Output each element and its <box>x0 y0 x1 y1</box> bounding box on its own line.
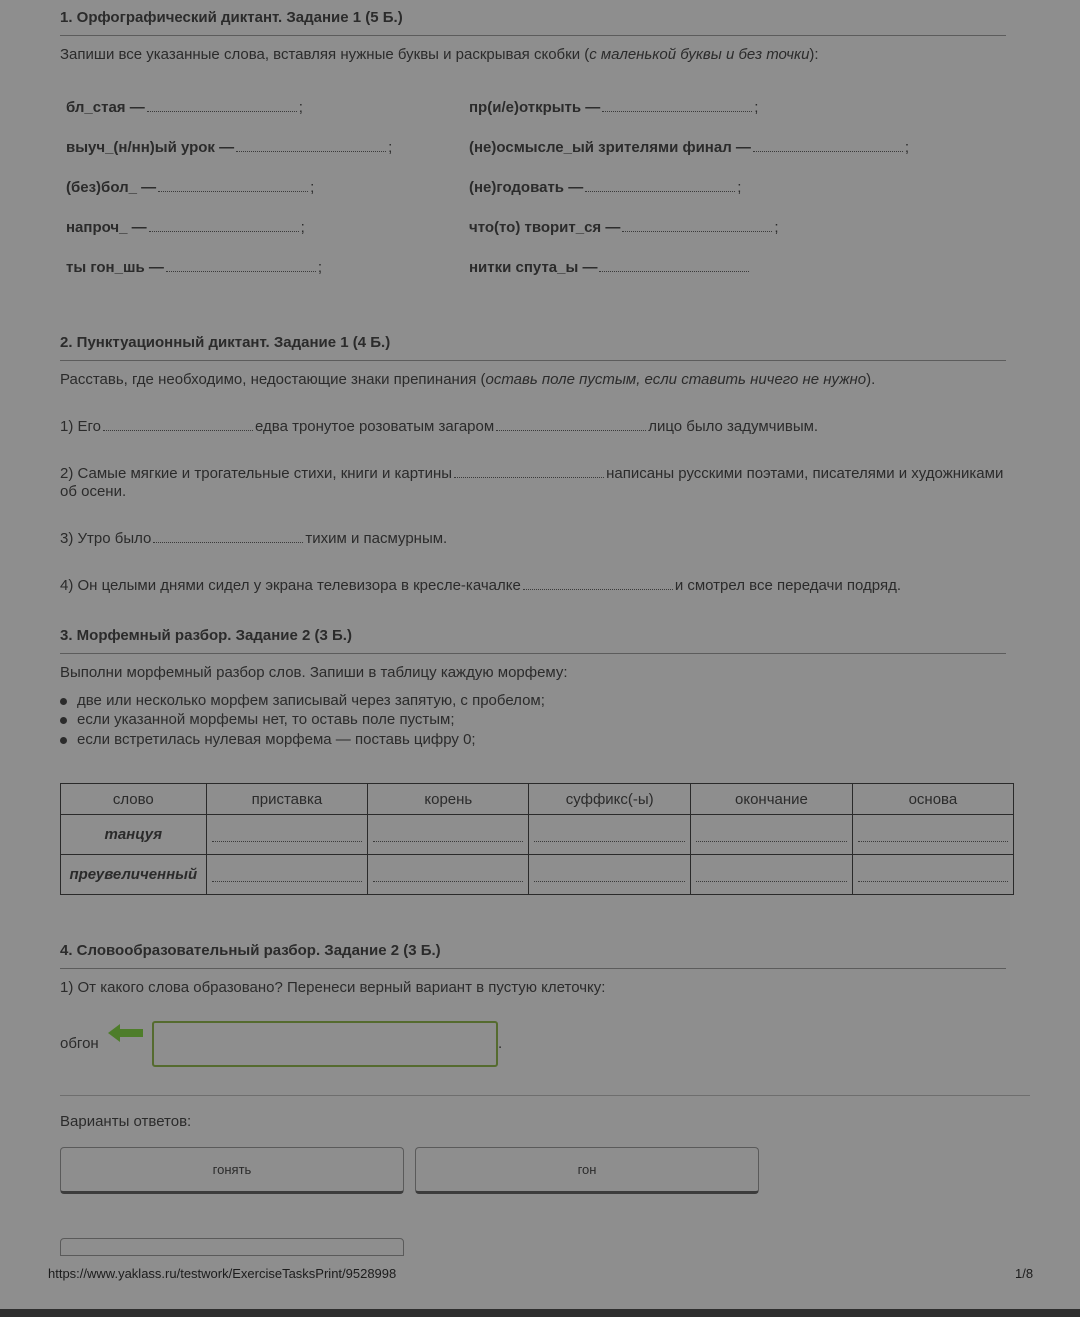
section-4-title: 4. Словообразовательный разбор. Задание 2 (3 Б.) <box>60 942 441 959</box>
table-input-cell[interactable] <box>206 815 368 855</box>
punct-item-3: 3) Утро было тихим и пасмурным. <box>60 530 448 547</box>
punct-blank-3[interactable] <box>153 532 303 543</box>
table-input-cell[interactable] <box>368 855 529 895</box>
section-2-rule <box>60 360 1006 361</box>
spelling-blank-10[interactable] <box>599 261 749 272</box>
section-3-title: 3. Морфемный разбор. Задание 2 (3 Б.) <box>60 627 352 644</box>
spelling-blank-6[interactable] <box>602 101 752 112</box>
table-input-cell[interactable] <box>852 855 1013 895</box>
table-input-cell[interactable] <box>368 815 529 855</box>
punct-blank-2[interactable] <box>454 467 604 478</box>
spelling-item-4: напроч_ — ; <box>66 219 305 236</box>
answer-option-gon[interactable]: гон <box>415 1147 759 1194</box>
section-2-title: 2. Пунктуационный диктант. Задание 1 (4 Б.) <box>60 334 391 351</box>
table-input-cell[interactable] <box>852 815 1013 855</box>
col-header-prefix: приставка <box>206 784 368 815</box>
table-word-cell: танцуя <box>61 815 207 855</box>
answer-option-gonyat[interactable]: гонять <box>60 1147 404 1194</box>
answer-option-partial[interactable] <box>60 1238 404 1256</box>
section-1-rule <box>60 35 1006 36</box>
table-input-cell[interactable] <box>206 855 368 895</box>
col-header-word: слово <box>61 784 207 815</box>
spelling-item-2: выуч_(н/нн)ый урок — ; <box>66 139 393 156</box>
table-header-row <box>61 784 1014 815</box>
section-4-instruction: 1) От какого слова образовано? Перенеси верный вариант в пустую клеточку: <box>60 979 606 996</box>
answers-divider <box>60 1095 1030 1096</box>
section-4-rule <box>60 968 1006 969</box>
answer-period: . <box>498 1035 503 1052</box>
spelling-item-5: ты гон_шь — ; <box>66 259 323 276</box>
spelling-blank-3[interactable] <box>158 181 308 192</box>
spelling-blank-9[interactable] <box>622 221 772 232</box>
morpheme-table <box>60 783 1014 895</box>
punct-item-2: 2) Самые мягкие и трогательные стихи, книги и картины написаны русскими поэтами, писателями и художниками <box>60 465 1004 482</box>
bullet-item-1: две или несколько морфем записывай через запятую, с пробелом; <box>60 692 545 709</box>
footer-page-number: 1/8 <box>1015 1266 1034 1281</box>
punct-blank-4[interactable] <box>523 579 673 590</box>
arrow-left-icon <box>108 1023 144 1043</box>
answers-label: Варианты ответов: <box>60 1113 192 1130</box>
col-header-stem: основа <box>852 784 1013 815</box>
answer-drop-box[interactable] <box>152 1021 498 1067</box>
spelling-item-1: бл_стая — ; <box>66 99 303 116</box>
spelling-item-7: (не)осмысле_ый зрителями финал — ; <box>469 139 910 156</box>
punct-item-2-cont: об осени. <box>60 483 127 500</box>
source-word: обгон <box>60 1035 99 1052</box>
table-input-cell[interactable] <box>529 855 691 895</box>
spelling-blank-4[interactable] <box>149 221 299 232</box>
col-header-ending: окончание <box>691 784 853 815</box>
punct-item-1: 1) Его едва тронутое розоватым загаром лицо было задумчивым. <box>60 418 819 435</box>
col-header-suffix: суффикс(-ы) <box>529 784 691 815</box>
spelling-item-9: что(то) творит_ся — ; <box>469 219 779 236</box>
table-row <box>61 815 1014 855</box>
footer-url: https://www.yaklass.ru/testwork/ExerciseTasksPrint/9528998 <box>48 1266 397 1281</box>
spelling-blank-8[interactable] <box>585 181 735 192</box>
col-header-root: корень <box>368 784 529 815</box>
table-input-cell[interactable] <box>691 815 853 855</box>
punct-blank-1a[interactable] <box>103 420 253 431</box>
bullet-item-3: если встретилась нулевая морфема — поставь цифру 0; <box>60 731 476 748</box>
section-3-rule <box>60 653 1006 654</box>
section-1-instruction: Запиши все указанные слова, вставляя нужные буквы и раскрывая скобки (с маленькой буквы и без точки): <box>60 46 819 63</box>
spelling-blank-1[interactable] <box>147 101 297 112</box>
table-input-cell[interactable] <box>529 815 691 855</box>
table-row <box>61 855 1014 895</box>
section-2-instruction: Расставь, где необходимо, недостающие знаки препинания (оставь поле пустым, если ставить ничего не нужно). <box>60 371 876 388</box>
spelling-blank-5[interactable] <box>166 261 316 272</box>
spelling-item-10: нитки спута_ы — <box>469 259 751 276</box>
spelling-item-8: (не)годовать — ; <box>469 179 742 196</box>
bullet-item-2: если указанной морфемы нет, то оставь поле пустым; <box>60 711 455 728</box>
table-word-cell: преувеличенный <box>61 855 207 895</box>
table-input-cell[interactable] <box>691 855 853 895</box>
bottom-bar <box>0 1309 1080 1317</box>
punct-item-4: 4) Он целыми днями сидел у экрана телевизора в кресле-качалке и смотрел все передачи подряд. <box>60 577 902 594</box>
spelling-item-6: пр(и/е)открыть — ; <box>469 99 759 116</box>
section-3-instruction: Выполни морфемный разбор слов. Запиши в таблицу каждую морфему: <box>60 664 568 681</box>
spelling-blank-2[interactable] <box>236 141 386 152</box>
section-1-title: 1. Орфографический диктант. Задание 1 (5 Б.) <box>60 9 403 26</box>
punct-blank-1b[interactable] <box>496 420 646 431</box>
spelling-blank-7[interactable] <box>753 141 903 152</box>
spelling-item-3: (без)бол_ — ; <box>66 179 315 196</box>
